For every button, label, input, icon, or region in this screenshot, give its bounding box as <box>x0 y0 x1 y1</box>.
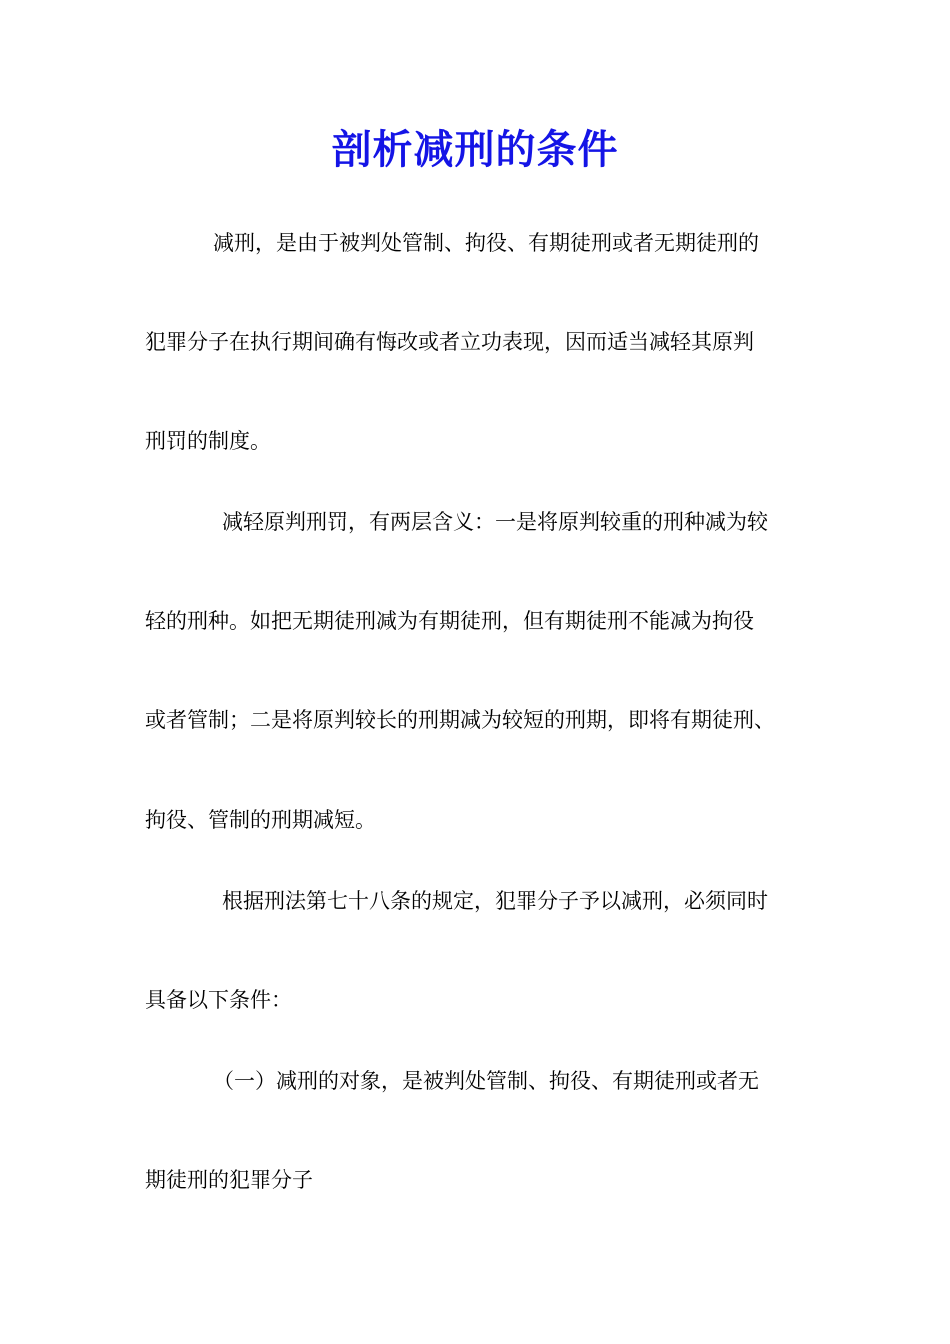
paragraph-2-line-3: 或者管制；二是将原判较长的刑期减为较短的刑期，即将有期徒刑、 <box>145 708 775 732</box>
paragraph-2-line-2: 轻的刑种。如把无期徒刑减为有期徒刑，但有期徒刑不能减为拘役 <box>145 609 754 633</box>
paragraph-3-line-1: 根据刑法第七十八条的规定，犯罪分子予以减刑，必须同时 <box>222 889 768 913</box>
paragraph-4-line-2: 期徒刑的犯罪分子 <box>145 1168 313 1192</box>
paragraph-1-line-3: 刑罚的制度。 <box>145 429 271 453</box>
paragraph-4-line-1: （一）减刑的对象，是被判处管制、拘役、有期徒刑或者无 <box>213 1069 759 1093</box>
paragraph-3-line-2: 具备以下条件： <box>145 988 292 1012</box>
paragraph-1-line-1: 减刑，是由于被判处管制、拘役、有期徒刑或者无期徒刑的 <box>213 231 759 255</box>
paragraph-2-line-1: 减轻原判刑罚，有两层含义：一是将原判较重的刑种减为较 <box>222 510 768 534</box>
paragraph-2-line-4: 拘役、管制的刑期减短。 <box>145 808 376 832</box>
document-title: 剖析减刑的条件 <box>331 126 619 173</box>
paragraph-1-line-2: 犯罪分子在执行期间确有悔改或者立功表现，因而适当减轻其原判 <box>145 330 754 354</box>
